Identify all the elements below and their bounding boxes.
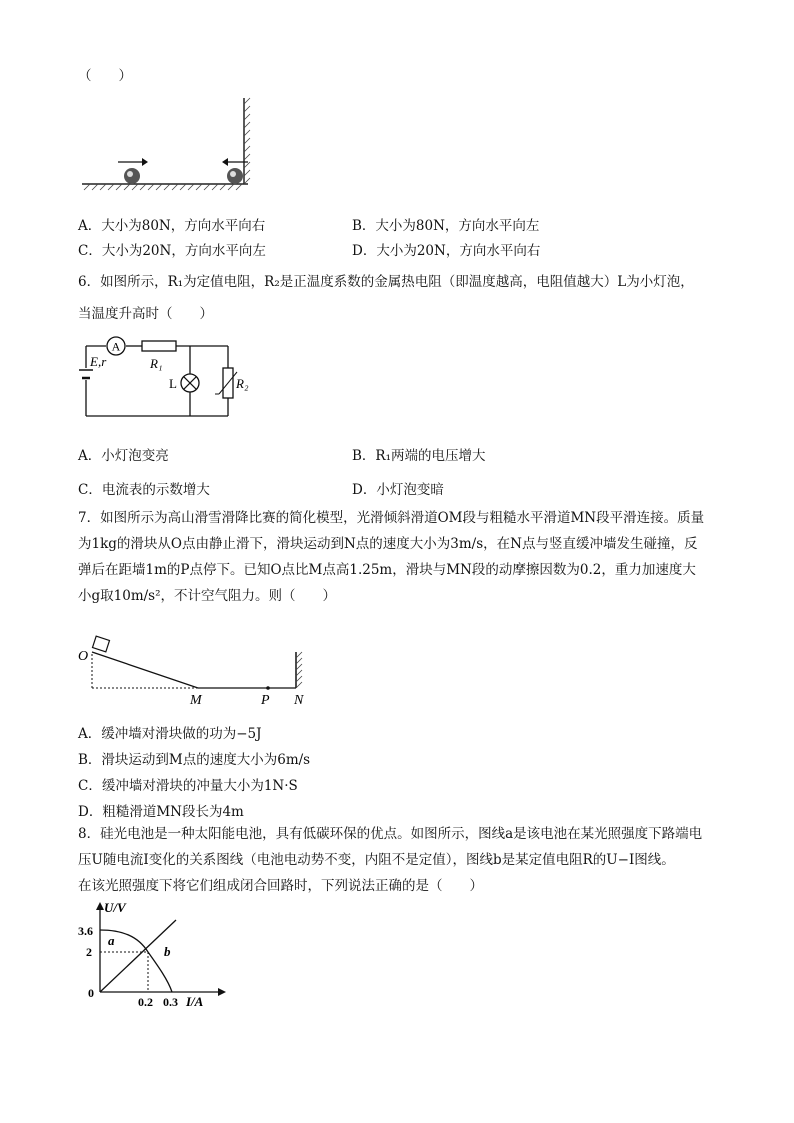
- lamp-label: L: [169, 376, 177, 391]
- q5-figure-balls-wall: [78, 96, 258, 196]
- x-axis-arrow-icon: [218, 988, 226, 996]
- q7-stem-line3: 弹后在距墙1m的P点停下。已知O点比M点高1.25m，滑块与MN段的动摩擦因数为0.2，重力加速度大: [78, 562, 696, 578]
- arrow-left-icon: [222, 158, 228, 166]
- q7-option-b[interactable]: B．滑块运动到M点的速度大小为6m/s: [78, 752, 311, 768]
- y-tick-2: 2: [86, 945, 92, 959]
- q5-option-a[interactable]: A．大小为80N，方向水平向右: [78, 218, 266, 234]
- r1-label: R₁: [150, 356, 163, 371]
- y-axis-arrow-icon: [96, 902, 104, 910]
- q7-stem-line2: 为1kg的滑块从O点由静止滑下，滑块运动到N点的速度大小为3m/s，在N点与竖直缓冲墙发生碰撞，反: [78, 536, 698, 552]
- q5-option-c[interactable]: C．大小为20N，方向水平向左: [78, 243, 266, 259]
- curve-a-label: a: [108, 933, 115, 948]
- q7-option-a[interactable]: A．缓冲墙对滑块做的功为−5J: [78, 726, 262, 742]
- q8-stem-line2: 压U随电流I变化的关系图线（电池电动势不变，内阻不是定值），图线b是某定值电阻R的U−I图线。: [78, 852, 675, 868]
- label-p: P: [261, 693, 270, 708]
- q6-stem-line1: 6．如图所示，R₁为定值电阻，R₂是正温度系数的金属热电阻（即温度越高，电阻值越大）L为小灯泡，: [78, 274, 694, 290]
- slope-om: [92, 652, 198, 688]
- x-axis-label: I/A: [186, 994, 204, 1009]
- q8-stem-line3: 在该光照强度下将它们组成闭合回路时，下列说法正确的是（ ）: [78, 878, 483, 894]
- q6-option-a[interactable]: A．小灯泡变亮: [78, 448, 169, 464]
- y-tick-3-6: 3.6: [78, 924, 93, 938]
- x-tick-0-3: 0.3: [163, 995, 178, 1009]
- slider-block: [92, 636, 109, 652]
- q5-option-d[interactable]: D．大小为20N，方向水平向右: [352, 243, 541, 259]
- q5-option-b[interactable]: B．大小为80N，方向水平向左: [352, 218, 540, 234]
- q5-answer-bracket: （ ）: [78, 68, 132, 84]
- q6-option-d[interactable]: D．小灯泡变暗: [352, 482, 444, 498]
- y-axis-label: U/V: [104, 900, 126, 915]
- q6-circuit-diagram: [78, 334, 268, 422]
- q6-option-c[interactable]: C．电流表的示数增大: [78, 482, 210, 498]
- origin-label: 0: [88, 986, 94, 1000]
- line-b-label: b: [164, 944, 171, 959]
- ammeter-label: A: [111, 339, 121, 354]
- q6-option-b[interactable]: B．R₁两端的电压增大: [352, 448, 486, 464]
- q7-stem-line1: 7．如图所示为高山滑雪滑降比赛的简化模型，光滑倾斜滑道OM段与粗糙水平滑道MN段平滑连接。质量: [78, 510, 705, 526]
- q6-stem-line2: 当温度升高时（ ）: [78, 306, 213, 322]
- q7-option-d[interactable]: D．粗糙滑道MN段长为4m: [78, 804, 244, 820]
- source-label: E,r: [90, 354, 107, 369]
- arrow-right-icon: [142, 158, 148, 166]
- r2-label: R₂: [236, 376, 249, 391]
- label-n: N: [294, 693, 304, 708]
- q8-stem-line1: 8．硅光电池是一种太阳能电池，具有低碳环保的优点。如图所示，图线a是该电池在某光照强度下路端电: [78, 826, 703, 842]
- label-m: M: [190, 693, 202, 708]
- resistor-r1: [142, 341, 176, 351]
- x-tick-0-2: 0.2: [138, 995, 153, 1009]
- q7-option-c[interactable]: C．缓冲墙对滑块的冲量大小为1N·S: [78, 778, 298, 794]
- q7-stem-line4: 小g取10m/s²，不计空气阻力。则（ ）: [78, 588, 337, 604]
- q7-ski-track-diagram: [78, 632, 318, 708]
- label-o: O: [78, 649, 89, 664]
- q8-ui-graph: [78, 900, 238, 1010]
